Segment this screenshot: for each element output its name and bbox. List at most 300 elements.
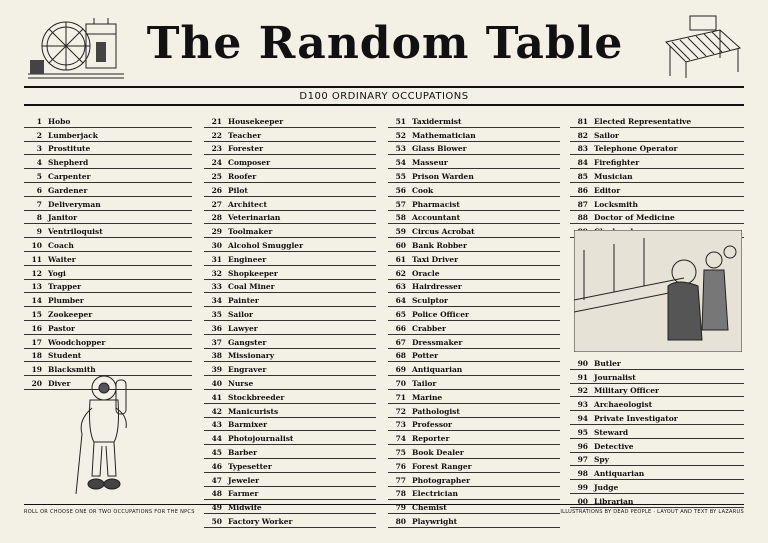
table-row (24, 307, 192, 321)
loom-illustration (660, 12, 744, 82)
roll-number: 19 (31, 365, 42, 375)
table-row (204, 224, 376, 238)
table-row (388, 514, 560, 528)
occupation-name: Mathematician (412, 130, 476, 140)
occupation-name: Coal Miner (228, 282, 275, 292)
occupation-name: Painter (228, 296, 259, 306)
table-row (24, 128, 192, 142)
roll-number: 26 (211, 185, 222, 195)
occupation-name: Pastor (48, 323, 75, 333)
occupation-name: Sailor (228, 309, 253, 319)
table-row (388, 335, 560, 349)
table-row (204, 197, 376, 211)
occupation-column-3 (388, 114, 560, 528)
table-row (388, 418, 560, 432)
table-row (570, 370, 744, 384)
occupation-name: Jeweler (228, 475, 260, 485)
page-title: The Random Table (146, 18, 624, 69)
roll-number: 44 (211, 434, 222, 444)
occupation-name: Crabber (412, 323, 446, 333)
occupation-name: Musician (594, 171, 633, 181)
roll-number: 41 (211, 392, 222, 402)
table-row (204, 431, 376, 445)
steam-engine-illustration (24, 14, 128, 82)
table-row (24, 155, 192, 169)
table-row (388, 390, 560, 404)
roll-number: 36 (211, 323, 222, 333)
roll-number: 46 (211, 461, 222, 471)
roll-number: 11 (31, 254, 42, 264)
table-row (24, 349, 192, 363)
roll-number: 60 (395, 240, 406, 250)
occupation-name: Accountant (412, 213, 461, 223)
occupation-name: Midwife (228, 503, 262, 513)
occupation-name: Prison Warden (412, 171, 474, 181)
table-row (570, 114, 744, 128)
occupation-name: Trapper (48, 282, 82, 292)
occupation-name: Butler (594, 358, 621, 368)
table-row (24, 142, 192, 156)
roll-number: 1 (36, 116, 42, 126)
occupation-name: Nurse (228, 378, 254, 388)
table-row (388, 404, 560, 418)
occupation-name: Cook (412, 185, 434, 195)
roll-number: 96 (577, 441, 588, 451)
occupation-name: Private Investigator (594, 413, 678, 423)
roll-number: 64 (395, 296, 406, 306)
roll-number: 85 (577, 171, 588, 181)
occupation-name: Telephone Operator (594, 144, 678, 154)
table-row (204, 142, 376, 156)
roll-number: 4 (36, 158, 42, 168)
table-row (24, 335, 192, 349)
occupation-name: Roofer (228, 171, 257, 181)
roll-number: 90 (577, 358, 588, 368)
table-row (204, 266, 376, 280)
roll-number: 27 (211, 199, 222, 209)
table-row (24, 280, 192, 294)
occupation-name: Alcohol Smuggler (228, 240, 304, 250)
occupation-name: Steward (594, 427, 629, 437)
table-row (388, 293, 560, 307)
table-row (570, 466, 744, 480)
table-row (388, 280, 560, 294)
occupation-name: Woodchopper (48, 337, 106, 347)
diver-illustration (72, 372, 142, 500)
table-row (204, 128, 376, 142)
roll-number: 71 (395, 392, 406, 402)
occupation-name: Reporter (412, 434, 450, 444)
table-row (204, 252, 376, 266)
table-row (204, 183, 376, 197)
table-row (570, 155, 744, 169)
table-row (204, 500, 376, 514)
roll-number: 00 (577, 496, 588, 506)
occupation-name: Missionary (228, 351, 275, 361)
occupation-name: Architect (228, 199, 267, 209)
table-row (204, 459, 376, 473)
occupation-column-1 (24, 114, 192, 390)
table-row (24, 252, 192, 266)
roll-number: 83 (577, 144, 588, 154)
table-row (388, 252, 560, 266)
table-row (204, 487, 376, 501)
table-row (570, 411, 744, 425)
occupation-name: Prostitute (48, 144, 91, 154)
occupation-name: Forest Ranger (412, 461, 472, 471)
occupation-name: Military Officer (594, 386, 659, 396)
occupation-name: Bank Robber (412, 240, 467, 250)
occupation-name: Pathologist (412, 406, 460, 416)
occupation-name: Ventriloquist (48, 227, 103, 237)
roll-number: 7 (36, 199, 42, 209)
occupation-name: Housekeeper (228, 116, 284, 126)
occupation-name: Taxi Driver (412, 254, 459, 264)
occupation-name: Circus Acrobat (412, 227, 475, 237)
roll-number: 48 (211, 489, 222, 499)
occupation-name: Doctor of Medicine (594, 213, 675, 223)
roll-number: 9 (36, 227, 42, 237)
table-row (24, 266, 192, 280)
roll-number: 37 (211, 337, 222, 347)
occupation-name: Lumberjack (48, 130, 98, 140)
table-row (570, 169, 744, 183)
roll-number: 80 (395, 516, 406, 526)
table-subtitle: D100 ORDINARY OCCUPATIONS (299, 91, 469, 102)
roll-number: 62 (395, 268, 406, 278)
table-row (570, 425, 744, 439)
occupation-name: Pharmacist (412, 199, 460, 209)
occupation-name: Teacher (228, 130, 262, 140)
table-row (388, 487, 560, 501)
roll-number: 42 (211, 406, 222, 416)
table-row (570, 356, 744, 370)
roll-number: 24 (211, 158, 222, 168)
table-row (388, 211, 560, 225)
workshop-illustration (574, 230, 742, 352)
table-row (570, 494, 744, 508)
table-row (570, 128, 744, 142)
header-rule-top (24, 86, 744, 88)
table-row (570, 384, 744, 398)
occupation-name: Photojournalist (228, 434, 294, 444)
roll-number: 82 (577, 130, 588, 140)
roll-number: 40 (211, 378, 222, 388)
occupation-name: Book Dealer (412, 447, 464, 457)
table-row (204, 390, 376, 404)
table-row (388, 321, 560, 335)
occupation-name: Coach (48, 240, 74, 250)
table-row (204, 169, 376, 183)
occupation-name: Janitor (48, 213, 78, 223)
roll-number: 25 (211, 171, 222, 181)
table-row (570, 397, 744, 411)
footer-instructions: ROLL OR CHOOSE ONE OR TWO OCCUPATIONS FOR THE NPCS (24, 509, 195, 515)
table-row (388, 224, 560, 238)
roll-number: 23 (211, 144, 222, 154)
header-rule-bottom (24, 104, 744, 106)
roll-number: 61 (395, 254, 406, 264)
table-row (388, 238, 560, 252)
roll-number: 81 (577, 116, 588, 126)
table-row (204, 280, 376, 294)
roll-number: 87 (577, 199, 588, 209)
roll-number: 16 (31, 323, 42, 333)
occupation-name: Plumber (48, 296, 84, 306)
roll-number: 12 (31, 268, 42, 278)
table-row (204, 362, 376, 376)
roll-number: 21 (211, 116, 222, 126)
occupation-name: Blacksmith (48, 365, 96, 375)
table-row (388, 473, 560, 487)
roll-number: 74 (395, 434, 406, 444)
table-row (388, 500, 560, 514)
table-row (24, 293, 192, 307)
table-row (388, 349, 560, 363)
roll-number: 73 (395, 420, 406, 430)
roll-number: 70 (395, 378, 406, 388)
occupation-name: Potter (412, 351, 439, 361)
occupation-name: Oracle (412, 268, 440, 278)
table-row (570, 453, 744, 467)
footer-credits: ILLUSTRATIONS BY DEAD PEOPLE · LAYOUT AND TEXT BY LAZARUS (560, 509, 744, 515)
roll-number: 78 (395, 489, 406, 499)
roll-number: 33 (211, 282, 222, 292)
occupation-name: Judge (594, 482, 619, 492)
roll-number: 55 (395, 171, 406, 181)
occupation-name: Zookeeper (48, 309, 93, 319)
occupation-name: Editor (594, 185, 621, 195)
table-row (24, 211, 192, 225)
occupation-name: Lawyer (228, 323, 258, 333)
occupation-name: Sculptor (412, 296, 448, 306)
occupation-name: Composer (228, 158, 271, 168)
table-row (204, 404, 376, 418)
occupation-name: Shepherd (48, 158, 89, 168)
roll-number: 58 (395, 213, 406, 223)
table-row (204, 307, 376, 321)
roll-number: 98 (577, 469, 588, 479)
occupation-name: Forester (228, 144, 264, 154)
table-row (24, 197, 192, 211)
roll-number: 20 (31, 378, 42, 388)
roll-number: 18 (31, 351, 42, 361)
occupation-name: Barmixer (228, 420, 268, 430)
occupation-name: Hairdresser (412, 282, 462, 292)
occupation-name: Electrician (412, 489, 458, 499)
roll-number: 52 (395, 130, 406, 140)
occupation-name: Playwright (412, 516, 458, 526)
occupation-name: Professor (412, 420, 452, 430)
table-row (388, 169, 560, 183)
roll-number: 8 (36, 213, 42, 223)
footer-rule (24, 504, 744, 505)
roll-number: 43 (211, 420, 222, 430)
roll-number: 91 (577, 372, 588, 382)
roll-number: 59 (395, 227, 406, 237)
table-row (24, 238, 192, 252)
roll-number: 15 (31, 309, 42, 319)
roll-number: 34 (211, 296, 222, 306)
roll-number: 38 (211, 351, 222, 361)
occupation-name: Taxidermist (412, 116, 462, 126)
occupation-name: Chemist (412, 503, 447, 513)
occupation-name: Factory Worker (228, 516, 293, 526)
roll-number: 66 (395, 323, 406, 333)
occupation-name: Stockbreeder (228, 392, 285, 402)
occupation-column-2 (204, 114, 376, 528)
roll-number: 72 (395, 406, 406, 416)
roll-number: 97 (577, 455, 588, 465)
occupation-name: Antiquarian (594, 469, 645, 479)
occupation-name: Librarian (594, 496, 634, 506)
occupation-name: Typesetter (228, 461, 272, 471)
occupation-column-4-lower (570, 356, 744, 508)
roll-number: 94 (577, 413, 588, 423)
table-row (388, 114, 560, 128)
occupation-name: Carpenter (48, 171, 91, 181)
table-row (388, 362, 560, 376)
roll-number: 10 (31, 240, 42, 250)
occupation-name: Antiquarian (412, 365, 463, 375)
occupation-name: Deliveryman (48, 199, 101, 209)
occupation-name: Farmer (228, 489, 259, 499)
table-row (204, 335, 376, 349)
table-row (388, 155, 560, 169)
table-row (24, 114, 192, 128)
table-row (204, 514, 376, 528)
table-row (204, 211, 376, 225)
table-row (570, 480, 744, 494)
table-row (388, 459, 560, 473)
roll-number: 14 (31, 296, 42, 306)
table-row (24, 224, 192, 238)
roll-number: 63 (395, 282, 406, 292)
occupation-name: Diver (48, 378, 71, 388)
roll-number: 32 (211, 268, 222, 278)
table-row (204, 473, 376, 487)
occupation-name: Student (48, 351, 82, 361)
roll-number: 39 (211, 365, 222, 375)
occupation-name: Gangster (228, 337, 267, 347)
occupation-name: Detective (594, 441, 634, 451)
table-row (388, 197, 560, 211)
table-row (24, 169, 192, 183)
occupation-name: Archaeologist (594, 400, 653, 410)
roll-number: 65 (395, 309, 406, 319)
occupation-name: Tailor (412, 378, 437, 388)
occupation-name: Waiter (48, 254, 76, 264)
table-row (388, 445, 560, 459)
roll-number: 79 (395, 503, 406, 513)
table-row (204, 155, 376, 169)
occupation-name: Toolmaker (228, 227, 273, 237)
occupation-name: Sailor (594, 130, 619, 140)
occupation-name: Dressmaker (412, 337, 463, 347)
roll-number: 67 (395, 337, 406, 347)
table-row (204, 445, 376, 459)
roll-number: 31 (211, 254, 222, 264)
roll-number: 51 (395, 116, 406, 126)
roll-number: 5 (36, 171, 42, 181)
occupation-name: Barber (228, 447, 258, 457)
table-row (570, 211, 744, 225)
roll-number: 76 (395, 461, 406, 471)
table-row (204, 349, 376, 363)
roll-number: 50 (211, 516, 222, 526)
occupation-name: Spy (594, 455, 610, 465)
roll-number: 84 (577, 158, 588, 168)
occupation-name: Yogi (48, 268, 66, 278)
roll-number: 68 (395, 351, 406, 361)
table-row (388, 376, 560, 390)
roll-number: 29 (211, 227, 222, 237)
table-row (204, 418, 376, 432)
occupation-name: Hobo (48, 116, 71, 126)
occupation-name: Glass Blower (412, 144, 467, 154)
table-row (388, 128, 560, 142)
roll-number: 88 (577, 213, 588, 223)
table-row (204, 293, 376, 307)
roll-number: 2 (36, 130, 42, 140)
occupation-name: Firefighter (594, 158, 640, 168)
roll-number: 92 (577, 386, 588, 396)
table-row (388, 307, 560, 321)
occupation-name: Photographer (412, 475, 471, 485)
roll-number: 95 (577, 427, 588, 437)
roll-number: 28 (211, 213, 222, 223)
table-row (388, 183, 560, 197)
roll-number: 17 (31, 337, 42, 347)
roll-number: 3 (36, 144, 42, 154)
roll-number: 69 (395, 365, 406, 375)
roll-number: 99 (577, 482, 588, 492)
table-row (204, 114, 376, 128)
roll-number: 86 (577, 185, 588, 195)
roll-number: 57 (395, 199, 406, 209)
occupation-name: Masseur (412, 158, 448, 168)
roll-number: 22 (211, 130, 222, 140)
roll-number: 30 (211, 240, 222, 250)
roll-number: 13 (31, 282, 42, 292)
table-row (24, 321, 192, 335)
roll-number: 77 (395, 475, 406, 485)
table-row (388, 431, 560, 445)
occupation-name: Locksmith (594, 199, 638, 209)
roll-number: 56 (395, 185, 406, 195)
table-row (570, 142, 744, 156)
occupation-name: Pilot (228, 185, 248, 195)
table-row (570, 183, 744, 197)
roll-number: 6 (36, 185, 42, 195)
table-row (570, 439, 744, 453)
roll-number: 75 (395, 447, 406, 457)
roll-number: 93 (577, 400, 588, 410)
occupation-name: Marine (412, 392, 443, 402)
roll-number: 45 (211, 447, 222, 457)
occupation-name: Manicurists (228, 406, 279, 416)
table-row (204, 321, 376, 335)
roll-number: 35 (211, 309, 222, 319)
occupation-name: Shopkeeper (228, 268, 278, 278)
occupation-name: Engineer (228, 254, 267, 264)
occupation-column-4-upper (570, 114, 744, 238)
roll-number: 47 (211, 475, 222, 485)
table-row (388, 266, 560, 280)
table-row (570, 197, 744, 211)
occupation-name: Elected Representative (594, 116, 692, 126)
table-row (24, 183, 192, 197)
